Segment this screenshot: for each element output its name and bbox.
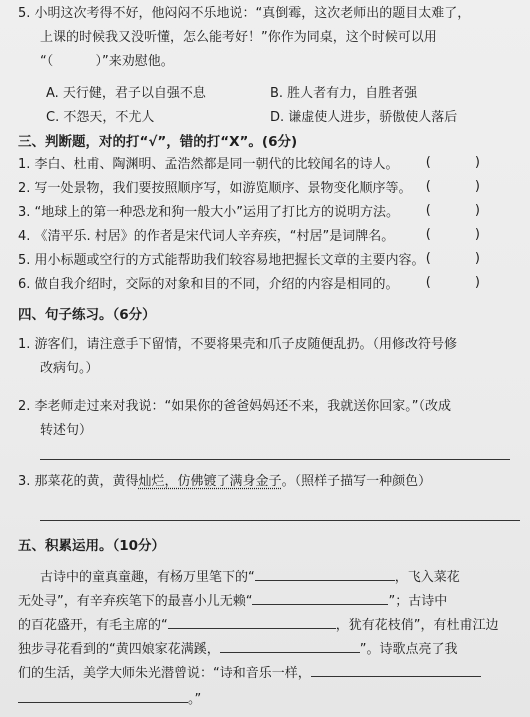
sentence-q1-line-2: 改病句。） <box>40 361 99 376</box>
accum-line-3-pre: 的百花盛开，有毛主席的“ <box>18 618 168 633</box>
accum-line-5 <box>18 662 481 684</box>
accum-line-5-pre: 们的生活，美学大师朱光潜曾说：“诗和音乐一样， <box>18 666 311 681</box>
q5-line-3-post: ）”来劝慰他。 <box>95 54 174 69</box>
judge-paren-4[interactable]: ( ) <box>425 227 500 242</box>
accum-line-3-post: ，犹有花枝俏”，有杜甫江边 <box>335 618 499 633</box>
accum-line-4-pre: 独步寻花看到的“黄四娘家花满蹊， <box>18 642 220 657</box>
sentence-q1-line-1: 1. 游客们，请注意手下留情，不要将果壳和爪子皮随便乱扔。（用修改符号修 <box>18 337 458 352</box>
accum-line-2-post: ”；古诗中 <box>388 594 448 609</box>
q5-line-3 <box>40 52 174 72</box>
judge-item-6: 6. 做自我介绍时，交际的对象和目的不同，介绍的内容是相同的。 <box>18 277 399 292</box>
judge-item-5: 5. 用小标题或空行的方式能帮助我们较容易地把握长文章的主要内容。 <box>18 253 425 268</box>
q5-line-1: 5. 小明这次考得不好，他闷闷不乐地说：“真倒霉，这次老师出的题目太难了， <box>18 6 471 21</box>
sentence-q3-pre: 3. 那菜花的黄，黄得 <box>18 474 139 489</box>
poem-blank-5[interactable] <box>311 662 481 677</box>
section-4-title: 四、句子练习。（6分） <box>18 307 156 323</box>
sentence-q2-line-2: 转述句） <box>40 423 93 438</box>
accum-line-1-pre: 古诗中的童真童趣，有杨万里笔下的“ <box>40 570 255 585</box>
poem-blank-3[interactable] <box>168 614 336 629</box>
q5-option-a[interactable]: A. 天行健，君子以自强不息 <box>46 86 206 101</box>
section-3-title: 三、判断题，对的打“√”，错的打“X”。(6分) <box>18 134 298 150</box>
judge-item-1: 1. 李白、杜甫、陶渊明、孟浩然都是同一朝代的比较闻名的诗人。 <box>18 157 399 172</box>
q5-line-3-pre: “（ <box>40 54 54 69</box>
judge-paren-3[interactable]: ( ) <box>425 203 500 218</box>
accum-line-4 <box>18 638 458 660</box>
answer-line-q3[interactable] <box>40 520 520 521</box>
judge-item-4: 4. 《清平乐. 村居》的作者是宋代词人辛弃疾，“村居”是词牌名。 <box>18 229 395 244</box>
accum-line-1-post: ，飞入菜花 <box>394 570 460 585</box>
accum-line-6 <box>18 688 201 710</box>
q5-line-2: 上课的时候我又没听懂，怎么能考好！”你作为同桌，这个时候可以用 <box>40 30 437 45</box>
accum-line-2 <box>18 590 447 612</box>
accum-line-3 <box>18 614 499 636</box>
sentence-q3-emphasis: 灿烂，仿佛镀了满身金子 <box>138 474 282 489</box>
accum-line-4-post: ”。诗歌点亮了我 <box>359 642 458 657</box>
accum-line-2-pre: 无处寻”，有辛弃疾笔下的最喜小儿无赖“ <box>18 594 253 609</box>
judge-paren-5[interactable]: ( ) <box>425 251 500 266</box>
poem-blank-2[interactable] <box>252 590 388 605</box>
poem-blank-4[interactable] <box>220 638 360 653</box>
sentence-q2-line-1: 2. 李老师走过来对我说：“如果你的爸爸妈妈还不来，我就送你回家。”（改成 <box>18 399 452 414</box>
sentence-q3 <box>18 472 431 492</box>
answer-line-q2[interactable] <box>40 459 510 460</box>
judge-item-2: 2. 写一处景物，我们要按照顺序写，如游览顺序、景物变化顺序等。 <box>18 181 412 196</box>
sentence-q3-post: 。（照样子描写一种颜色） <box>281 474 432 489</box>
section-5-title: 五、积累运用。（10分） <box>18 538 166 554</box>
q5-option-d[interactable]: D. 谦虚使人进步，骄傲使人落后 <box>270 110 458 125</box>
poem-blank-6[interactable] <box>18 688 188 703</box>
judge-paren-2[interactable]: ( ) <box>425 179 500 194</box>
q5-option-b[interactable]: B. 胜人者有力，自胜者强 <box>270 86 418 101</box>
judge-item-3: 3. “地球上的第一种恐龙和狗一般大小”运用了打比方的说明方法。 <box>18 205 400 220</box>
accum-line-1 <box>40 566 460 588</box>
judge-paren-1[interactable]: ( ) <box>425 155 500 170</box>
judge-paren-6[interactable]: ( ) <box>425 275 500 290</box>
poem-blank-1[interactable] <box>255 566 395 581</box>
q5-option-c[interactable]: C. 不怨天，不尤人 <box>46 110 155 125</box>
accum-line-6-post: 。” <box>188 692 202 707</box>
